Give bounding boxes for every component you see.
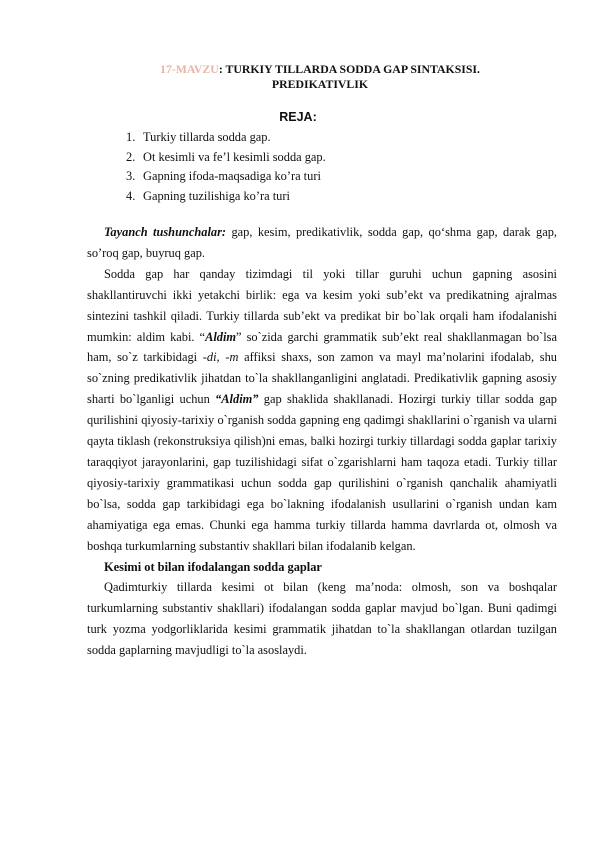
plan-item-number: 4.: [126, 188, 136, 203]
example-word: “Aldim”: [215, 392, 259, 407]
plan-item-text: Gapning tuzilishiga ko’ra turi: [143, 188, 290, 203]
plan-item-text: Gapning ifoda-maqsadiga ko’ra turi: [143, 169, 321, 184]
plan-list: [126, 128, 326, 206]
key-concepts-paragraph: [87, 222, 557, 264]
page-title: [120, 62, 520, 92]
key-concepts-text: gap, kesim, predikativlik, sodda gap, qo‘shma gap, darak gap, so’roq gap, buyruq gap.: [87, 225, 557, 260]
title-line-1: : TURKIY TILLARDA SODDA GAP SINTAKSISI.: [218, 62, 480, 76]
topic-number: 17-MAVZU: [160, 62, 219, 76]
plan-item: [126, 148, 326, 168]
paragraph-text: gap shaklida shakllanadi. Hozirgi turkiy tillar sodda gap qurilishini qiyosiy-tarixiy o`rganish sodda gapning eng qadimgi shakllarini o`rganish va ularni qayta tiklash (rekonstruksiya qilish)ni emas, balki hozirgi turkiy tillardagi sodda gaplar tarixiy taraqqiyot jarayonlarini, gap tuzilishidagi sifat o`zgarishlarni ham taqoza etadi. Turkiy tillar qiyosiy-tarixiy grammatikasi uchun sodda gap qurilishini o`rganish qanchalik ahamiyatli bo`lsa, sodda gap tarkibidagi ega bo`lakning ifodalanish usullarini o`rganish undan kam ahamiyatiga ega emas. Chunki ega hamma turkiy tillarda hamma davrlarda ot, olmosh va boshqa turkumlarning substantiv shakllari bilan ifodalanib kelgan.: [87, 392, 557, 553]
plan-item: [126, 187, 326, 207]
plan-item-number: 1.: [126, 130, 136, 144]
body-paragraph-1: [87, 264, 557, 557]
plan-item-number: 2.: [126, 149, 136, 164]
key-concepts-label: Tayanch tushunchalar:: [104, 225, 227, 239]
paragraph-text: affiksi shaxs, son zamon va mayl ma’nolarini ifodalab, shu so`zning predikativlik jihatdan to`la shakllanganligini anglatadi. Predikativlik gapning asosiy sharti bo`lganligi uchun: [87, 350, 557, 407]
body-paragraph-2: Qadimturkiy tillarda kesimi ot bilan (keng ma’noda: olmosh, son va boshqalar turkumlarning substantiv shakllari) ifodalangan sodda gaplar mavjud bo`lgan. Buni qadimgi turk yozma yodgorliklarida kesimi grammatik jihatdan to`la shakllangan otlardan tuzilgan sodda gaplarning mavjudligi to`la asoslaydi.: [87, 580, 557, 658]
plan-heading: REJA:: [279, 110, 317, 124]
plan-item: [126, 128, 326, 148]
plan-item: [126, 167, 326, 187]
paragraph-text: Sodda gap har qanday tizimdagi til yoki tillar guruhi uchun gapning asosini shakllantiruvchi ikki yetakchi birlik: ega va kesim yoki sub’ekt va predikatning ajralmas sintezini tashkil qiladi. Turkiy tillarda sub’ekt va predikat bir bo`lak orqali ham ifodalanishi mumkin: aldim kabi. “: [87, 266, 557, 344]
plan-item-text: Turkiy tillarda sodda gap.: [143, 130, 271, 144]
suffix-example: -di, -m: [202, 350, 239, 365]
plan-item-number: 3.: [126, 169, 136, 184]
title-line-2: PREDIKATIVLIK: [271, 77, 369, 91]
document-body: [87, 222, 557, 661]
plan-item-text: Ot kesimli va fe’l kesimli sodda gap.: [143, 149, 326, 164]
section-heading: Kesimi ot bilan ifodalangan sodda gaplar: [104, 559, 322, 574]
example-word: Aldim: [205, 329, 237, 344]
paragraph-text: ” so`zida garchi grammatik sub’ekt real shakllanmagan bo`lsa ham, so`z tarkibidagi: [87, 329, 557, 365]
